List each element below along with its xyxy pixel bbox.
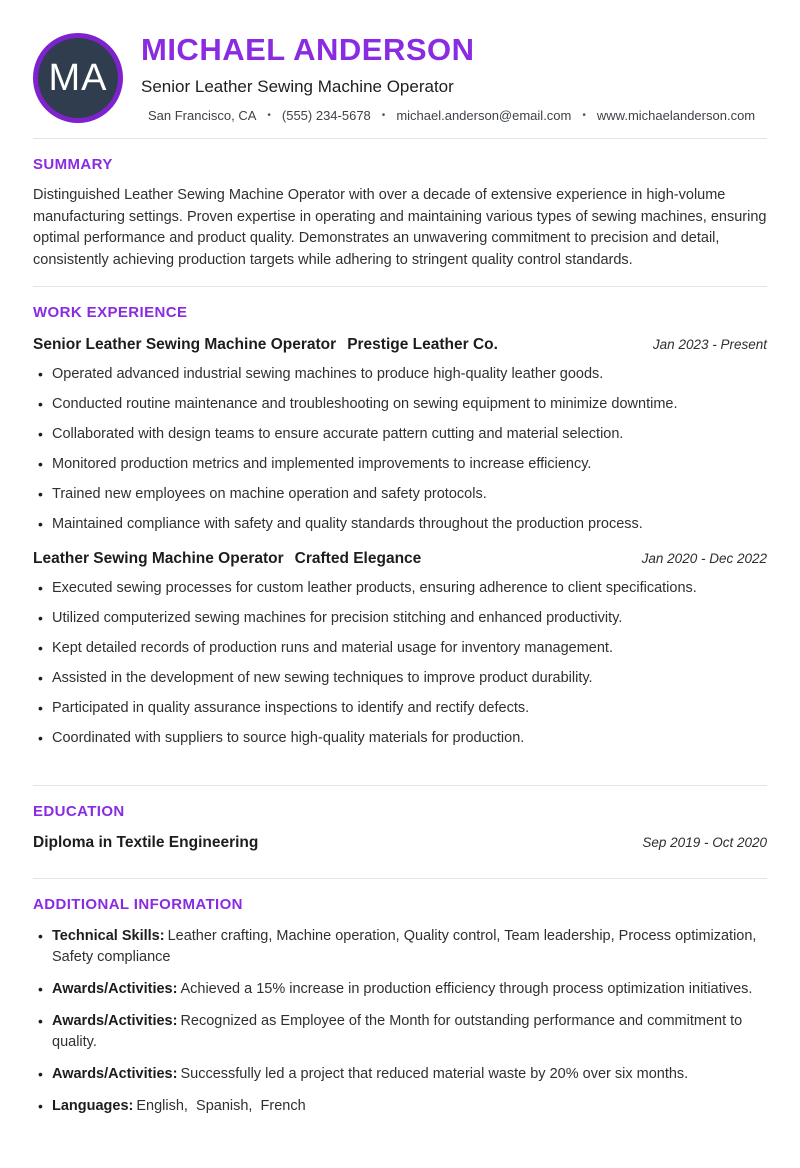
job-dates: Jan 2023 - Present xyxy=(652,337,767,353)
job-bullet: • Operated advanced industrial sewing machines to produce high-quality leather goods. xyxy=(33,364,767,385)
job-bullet: • Assisted in the development of new sewing techniques to improve product durability. xyxy=(33,668,767,689)
job-bullet-list xyxy=(33,578,767,749)
summary-heading: SUMMARY xyxy=(33,156,113,174)
education-dates: Sep 2019 - Oct 2020 xyxy=(642,835,767,851)
education-row xyxy=(33,834,767,852)
education-degree: Diploma in Textile Engineering xyxy=(33,834,259,852)
info-item-text: Recognized as Employee of the Month for outstanding performance and commitment to quality. xyxy=(52,1013,747,1051)
contact-phone: (555) 234-5678 xyxy=(281,108,371,124)
section-divider xyxy=(33,878,767,879)
resume-header xyxy=(33,33,767,123)
info-item-text: Leather crafting, Machine operation, Quality control, Team leadership, Process optimization, Safety compliance xyxy=(52,928,761,966)
additional-info-item xyxy=(33,1096,767,1117)
info-item-label: Languages: xyxy=(52,1098,134,1115)
job-dates: Jan 2020 - Dec 2022 xyxy=(641,551,767,567)
job-title-company xyxy=(33,550,421,568)
education-heading: EDUCATION xyxy=(33,803,125,821)
job-bullet: • Trained new employees on machine operation and safety protocols. xyxy=(33,484,767,505)
info-item-text: Achieved a 15% increase in production efficiency through process optimization initiatives. xyxy=(180,981,753,998)
job-title-row xyxy=(33,336,767,354)
summary-text: Distinguished Leather Sewing Machine Operator with over a decade of extensive experience in high-volume manufacturing settings. Proven expertise in operating and maintaining various types of sewing machines, ensuring optimal performance and product quality. Demonstrates an unwavering commitment to precision and detail, consistently achieving production targets while adhering to stringent quality control standards. xyxy=(33,187,767,268)
summary-section xyxy=(33,156,767,271)
contact-separator-icon: • xyxy=(381,110,386,122)
person-job-title: Senior Leather Sewing Machine Operator xyxy=(141,77,454,97)
work-experience-section xyxy=(33,304,767,749)
additional-info-item xyxy=(33,979,767,1000)
job-title-row xyxy=(33,550,767,568)
job-company: Prestige Leather Co. xyxy=(347,336,498,354)
job-title: Leather Sewing Machine Operator xyxy=(33,550,284,568)
avatar xyxy=(33,33,123,123)
contact-website: www.michaelanderson.com xyxy=(596,108,756,124)
avatar-initials: MA xyxy=(48,57,108,100)
job-title-company xyxy=(33,336,498,354)
contact-separator-icon: • xyxy=(267,110,271,122)
section-divider xyxy=(33,138,767,139)
contact-email: michael.anderson@email.com xyxy=(396,108,572,124)
job-bullet: • Conducted routine maintenance and troubleshooting on sewing equipment to minimize downtime. xyxy=(33,394,767,415)
job-bullet: • Executed sewing processes for custom leather products, ensuring adherence to client specifications. xyxy=(33,578,767,599)
contact-separator-icon: • xyxy=(582,110,586,122)
job-company: Crafted Elegance xyxy=(294,550,422,568)
job-bullet: • Coordinated with suppliers to source high-quality materials for production. xyxy=(33,728,767,749)
header-text-block xyxy=(141,33,767,123)
info-item-text: Successfully led a project that reduced material waste by 20% over six months. xyxy=(180,1066,689,1083)
info-item-label: Technical Skills: xyxy=(52,928,165,945)
work-experience-heading: WORK EXPERIENCE xyxy=(33,304,188,322)
additional-info-section xyxy=(33,896,767,1117)
contact-line xyxy=(148,108,767,123)
section-divider xyxy=(33,286,767,287)
info-item-label: Awards/Activities: xyxy=(52,1066,178,1083)
job-bullet-list xyxy=(33,364,767,535)
job-entry xyxy=(33,336,767,535)
info-item-label: Awards/Activities: xyxy=(52,981,178,998)
additional-info-item xyxy=(33,1064,767,1085)
info-item-label: Awards/Activities: xyxy=(52,1013,178,1030)
job-bullet: • Participated in quality assurance inspections to identify and rectify defects. xyxy=(33,698,767,719)
additional-info-heading: ADDITIONAL INFORMATION xyxy=(33,896,243,914)
job-bullet: • Kept detailed records of production runs and material usage for inventory management. xyxy=(33,638,767,659)
job-title: Senior Leather Sewing Machine Operator xyxy=(33,336,337,354)
job-bullet: • Collaborated with design teams to ensure accurate pattern cutting and material selection. xyxy=(33,424,767,445)
education-section xyxy=(33,803,767,852)
job-bullet: • Maintained compliance with safety and quality standards throughout the production process. xyxy=(33,514,767,535)
job-bullet: • Monitored production metrics and implemented improvements to increase efficiency. xyxy=(33,454,767,475)
person-name: MICHAEL ANDERSON xyxy=(141,32,475,67)
contact-location: San Francisco, CA xyxy=(148,108,257,124)
additional-info-list xyxy=(33,926,767,1117)
job-entry xyxy=(33,550,767,749)
info-item-text: English, Spanish, French xyxy=(136,1098,306,1115)
additional-info-item xyxy=(33,926,767,968)
section-divider xyxy=(33,785,767,786)
additional-info-item xyxy=(33,1011,767,1053)
job-bullet: • Utilized computerized sewing machines for precision stitching and enhanced productivity. xyxy=(33,608,767,629)
